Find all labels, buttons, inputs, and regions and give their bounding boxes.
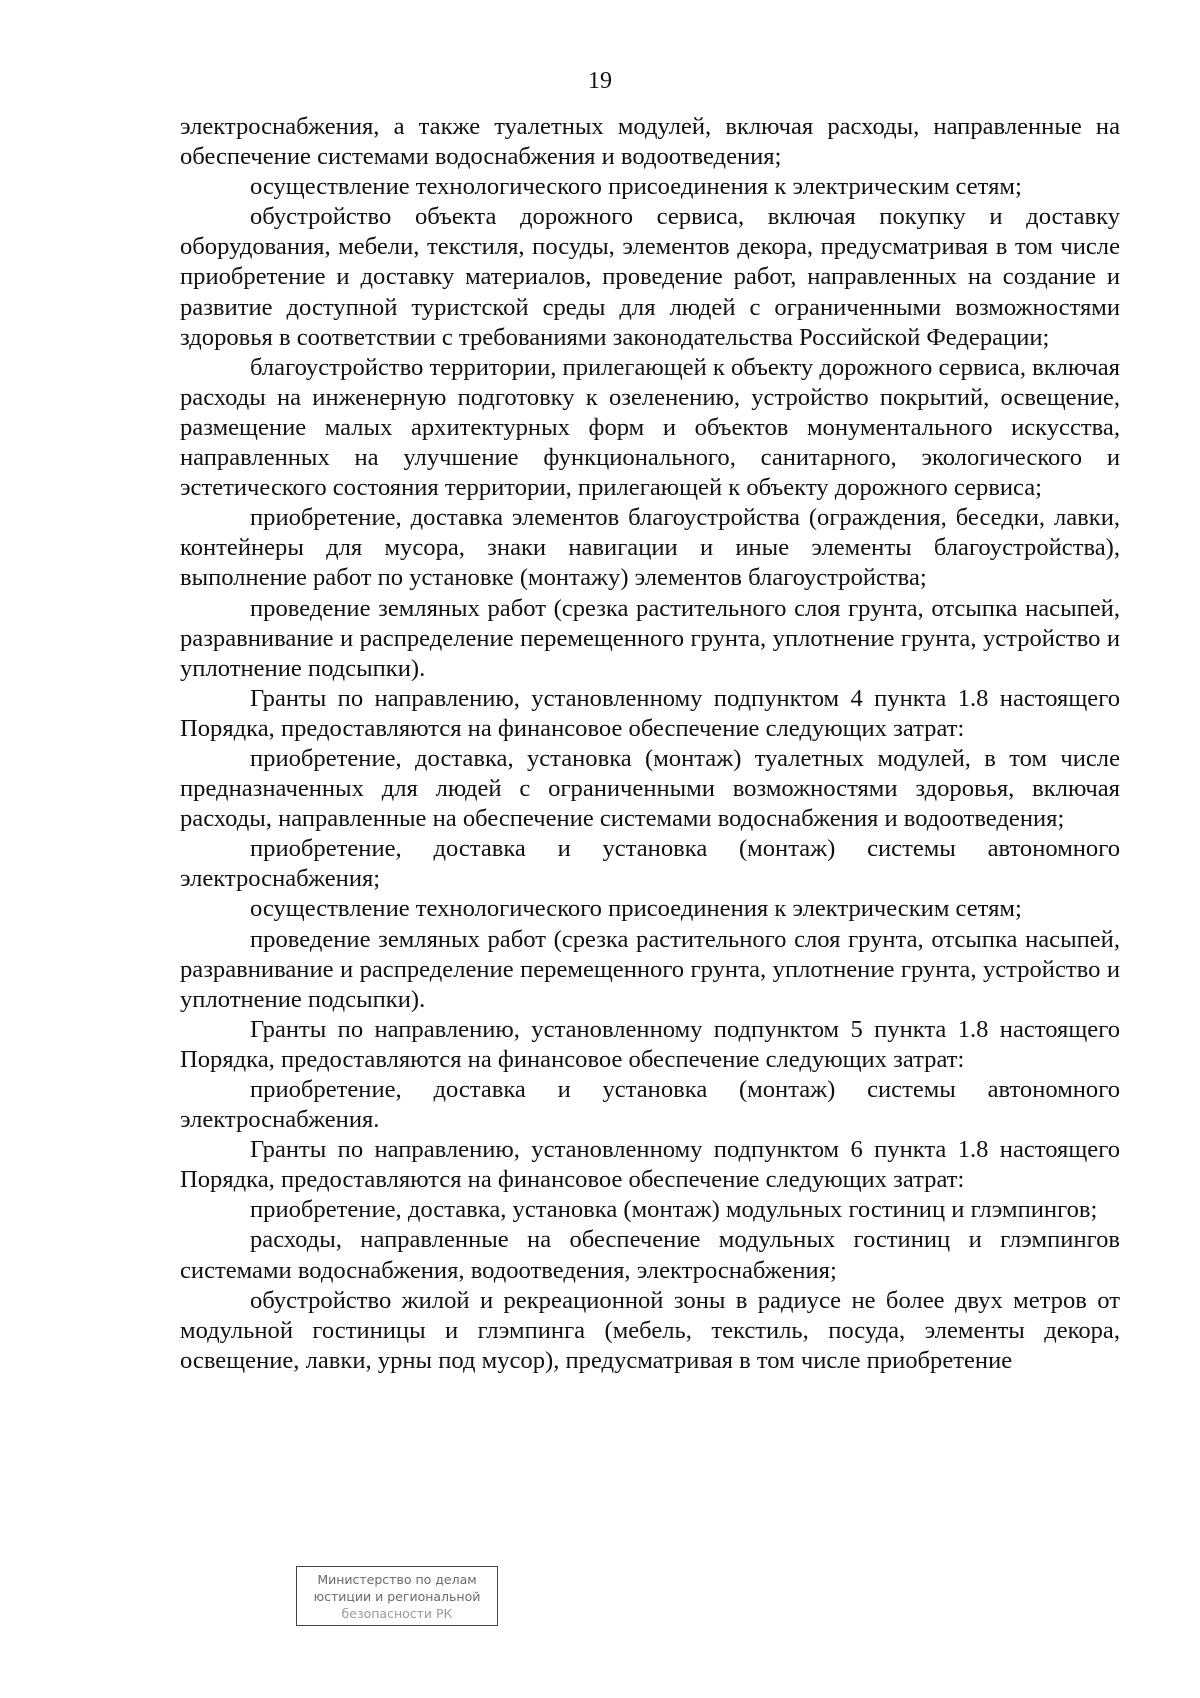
stamp-line: безопасности РК xyxy=(341,1606,453,1621)
paragraph: осуществление технологического присоединения к электрическим сетям; xyxy=(250,895,1022,923)
paragraph: проведение земляных работ (срезка растительного слоя грунта, отсыпка насыпей, разравнивание и распределение перемещенного грунта, уплотнение грунта, устройство и уплотнение подсыпки). xyxy=(180,594,1120,682)
paragraph: расходы, направленные на обеспечение модульных гостиниц и глэмпингов системами водоснабжения, водоотведения, электроснабжения; xyxy=(180,1226,1120,1284)
paragraph: приобретение, доставка, установка (монтаж) туалетных модулей, в том числе предназначенных для людей с ограниченными возможностями здоровья, включая расходы, направленные на обеспечение системами водоснабжения и водоотведения; xyxy=(180,744,1120,833)
paragraph: проведение земляных работ (срезка растительного слоя грунта, отсыпка насыпей, разравнивание и распределение перемещенного грунта, уплотнение грунта, устройство и уплотнение подсыпки). xyxy=(180,925,1120,1013)
paragraph: электроснабжения, а также туалетных модулей, включая расходы, направленные на обеспечение системами водоснабжения и водоотведения; xyxy=(180,113,1120,171)
ministry-stamp xyxy=(296,1566,498,1626)
document-body xyxy=(180,112,1120,1376)
stamp-line: юстиции и региональной xyxy=(313,1589,481,1604)
page-number: 19 xyxy=(588,68,612,94)
paragraph: обустройство жилой и рекреационной зоны в радиусе не более двух метров от модульной гостиницы и глэмпинга (мебель, текстиль, посуда, элементы декора, освещение, лавки, урны под мусор), предусматривая в том числе приобретение xyxy=(180,1286,1120,1374)
paragraph: осуществление технологического присоединения к электрическим сетям; xyxy=(250,173,1022,201)
paragraph: приобретение, доставка и установка (монтаж) системы автономного электроснабжения. xyxy=(180,1076,1120,1134)
paragraph: благоустройство территории, прилегающей к объекту дорожного сервиса, включая расходы на инженерную подготовку к озеленению, устройство покрытий, освещение, размещение малых архитектурных форм и объектов монументального искусства, направленных на улучшение функционального, санитарного, экологического и эстетического состояния территории, прилегающей к объекту дорожного сервиса; xyxy=(180,353,1120,502)
paragraph: приобретение, доставка и установка (монтаж) системы автономного электроснабжения; xyxy=(180,835,1120,893)
paragraph: Гранты по направлению, установленному подпунктом 5 пункта 1.8 настоящего Порядка, предоставляются на финансовое обеспечение следующих затрат: xyxy=(180,1015,1120,1073)
stamp-line: Министерство по делам xyxy=(317,1572,477,1587)
paragraph: Гранты по направлению, установленному подпунктом 6 пункта 1.8 настоящего Порядка, предоставляются на финансовое обеспечение следующих затрат: xyxy=(180,1136,1120,1194)
paragraph: обустройство объекта дорожного сервиса, включая покупку и доставку оборудования, мебели, текстиля, посуды, элементов декора, предусматривая в том числе приобретение и доставку материалов, проведение работ, направленных на создание и развитие доступной туристской среды для людей с ограниченными возможностями здоровья в соответствии с требованиями законодательства Российской Федерации; xyxy=(180,203,1120,351)
paragraph: Гранты по направлению, установленному подпунктом 4 пункта 1.8 настоящего Порядка, предоставляются на финансовое обеспечение следующих затрат: xyxy=(180,684,1120,742)
paragraph: приобретение, доставка, установка (монтаж) модульных гостиниц и глэмпингов; xyxy=(250,1196,1098,1224)
paragraph: приобретение, доставка элементов благоустройства (ограждения, беседки, лавки, контейнеры для мусора, знаки навигации и иные элементы благоустройства), выполнение работ по установке (монтажу) элементов благоустройства; xyxy=(180,504,1120,592)
